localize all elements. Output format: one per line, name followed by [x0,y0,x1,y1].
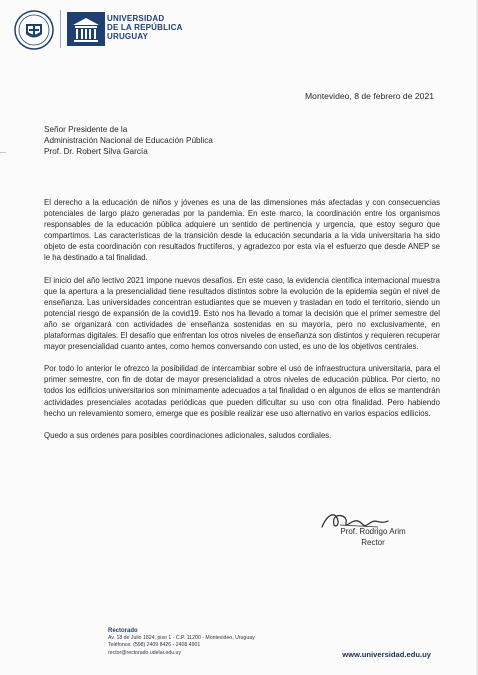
addressee-line: Señor Presidente de la [44,125,128,134]
footer-address: Av. 18 de Julio 1824, piso 1 - C.P. 11200 - Montevideo, Uruguay [108,635,255,642]
footer-contact [108,628,255,657]
letter-body [44,197,440,452]
signatory-title: Rector [361,538,385,547]
header-divider [60,10,61,48]
letterhead [0,0,478,58]
signature-block [337,526,409,548]
body-paragraph: Por todo lo anterior le ofrezco la posibilidad de intercambiar sobre el uso de infraestructura universitaria, para el primer semestre, con fin de dotar de mayor presencialidad a otros niveles de educación pública. Por cierto, no todos los edificios universitarios son mínimamente adecuados a tal finalidad o en algunos de ellos se mantendrán actividades presenciales acotadas periódicas que pueden dificultar su uso con otra finalidad. Pero habiendo hecho un relevamiento somero, emerge que es posible realizar ese uso alternativo en varios espacios edilicios. [44,364,440,418]
university-logo-icon [67,12,105,46]
university-name-line: URUGUAY [107,32,149,41]
university-name-line: UNIVERSIDAD [107,14,165,23]
university-name [107,14,183,41]
university-name-line: DE LA REPÚBLICA [107,23,183,32]
footer-phones: Teléfonos: (598) 2409 8426 - 2408 4901 [108,642,201,649]
signatory-name: Prof. Rodrigo Arim [340,527,406,536]
letter-date: Montevideo, 8 de febrero de 2021 [305,91,434,101]
addressee-line: Administración Nacional de Educación Pública [44,136,213,145]
body-paragraph: El inicio del año lectivo 2021 impone nuevos desafíos. En este caso, la evidencia científica internacional muestra que la apertura a la presencialidad tiene resultados distintos sobre la evolución de la epidemia según el nivel de enseñanza. Las universidades concentran estudiantes que se mueven y trasladan en todo el territorio, siendo un potencial riesgo de expansión de la covid19. Esto nos ha llevado a tomar la decisión que el primer semestre del año se organizará con actividades de enseñanza sostenidas en su mayoría, pero no exclusivamente, en plataformas digitales. El desafío que enfrentan los otros niveles de enseñanza son distintos y requieren recuperar mayor presencialidad cuanto antes, como hemos conversando con usted, es uno de los objetivos centrales. [44,275,440,352]
fold-mark [0,152,6,153]
university-seal-icon [14,10,54,50]
footer-office: Rectorado [108,628,138,634]
addressee-line: Prof. Dr. Robert Silva García [44,147,148,156]
addressee-block [44,124,213,157]
footer-website: www.universidad.edu.uy [342,650,431,659]
body-paragraph: Quedo a sus ordenes para posibles coordinaciones adicionales, saludos cordiales. [44,430,332,440]
footer-email: rector@rectorado.udelar.edu.uy [108,649,182,656]
body-paragraph: El derecho a la educación de niños y jóvenes es una de las dimensiones más afectadas y con consecuencias potenciales de largo plazo generadas por la pandemia. En este marco, la coordinación entre los organismos responsables de la educación pública adquiere un sentido de pertinencia y urgencia, que estoy seguro que compartimos. Las características de la transición desde la educación secundaria a la vida universitaria ha sido objeto de esta coordinación con resultados fructíferos, y agradezco por esta vía el esfuerzo que desde ANEP se le ha destinado a tal finalidad. [44,198,440,263]
